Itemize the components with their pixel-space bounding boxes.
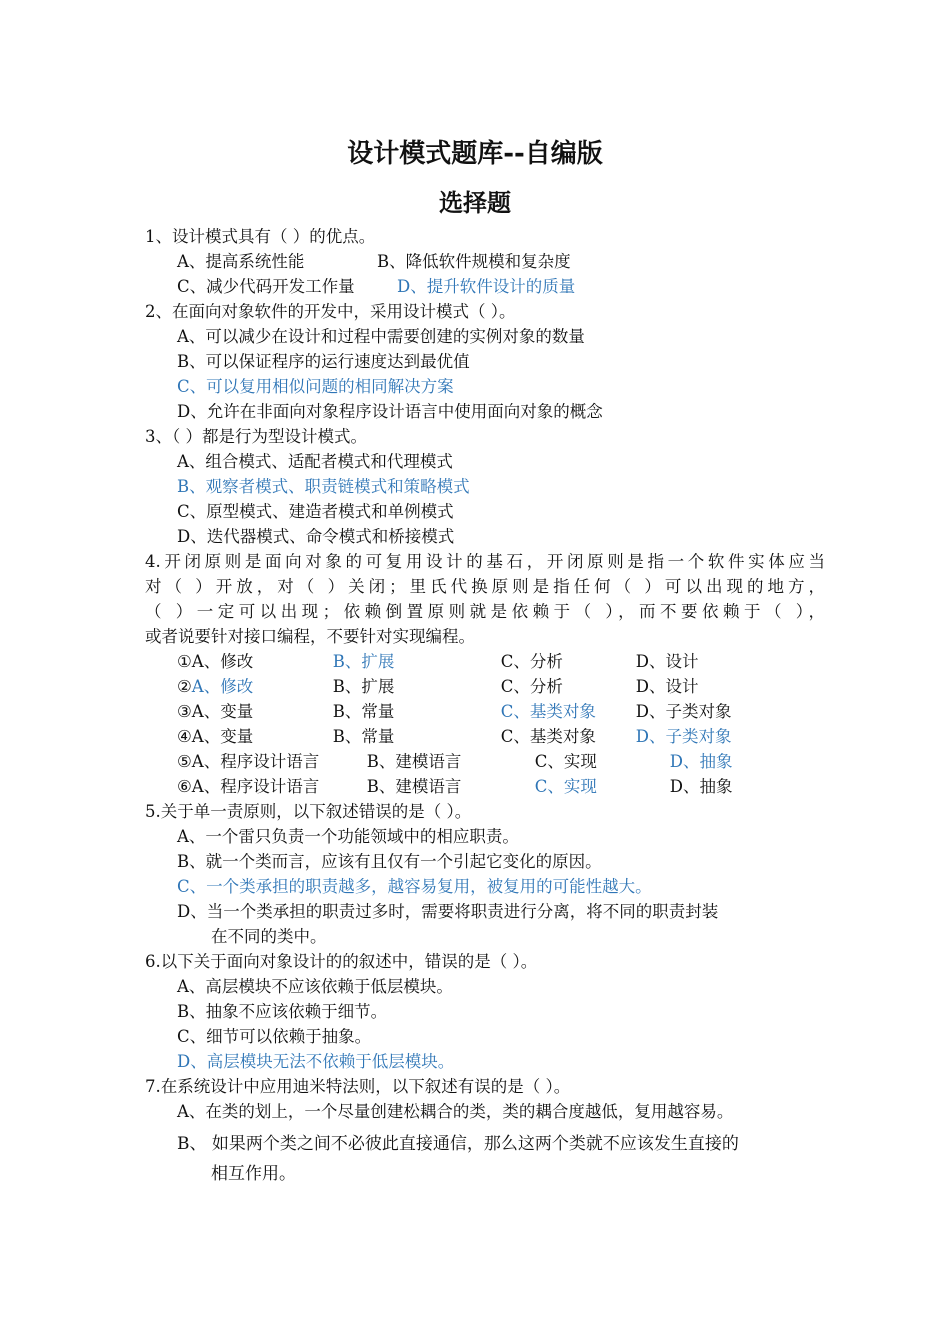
question-4-stem-line3: （ ）一定可以出现；依赖倒置原则就是依赖于（ ），而不要依赖于（ ）， — [145, 602, 825, 621]
option-c-answer: C、基类对象 — [500, 702, 596, 721]
option-c: C、基类对象 — [500, 727, 596, 746]
section-title: 选择题 — [439, 189, 511, 217]
option-d-answer: D、抽象 — [669, 752, 733, 771]
option-c-answer: C、实现 — [534, 777, 597, 796]
option-d: D、设计 — [635, 677, 699, 696]
question-4-stem-line2: 对（ ）开放，对（ ）关闭；里氏代换原则是指任何（ ）可以出现的地方， — [145, 577, 825, 596]
option-a: A、程序设计语言 — [191, 777, 320, 796]
option-b: B、扩展 — [332, 677, 395, 696]
document-title: 设计模式题库--自编版 — [347, 139, 603, 169]
option-c: C、分析 — [500, 652, 563, 671]
option-d: D、迭代器模式、命令模式和桥接模式 — [177, 527, 455, 546]
option-b: B、建模语言 — [366, 777, 462, 796]
blank-number: ② — [177, 677, 192, 696]
option-a: A、程序设计语言 — [191, 752, 320, 771]
option-a: A、变量 — [191, 727, 254, 746]
question-2-stem: 2、在面向对象软件的开发中，采用设计模式（ ）。 — [145, 302, 516, 321]
question-4-stem-line1: 4.开闭原则是面向对象的可复用设计的基石，开闭原则是指一个软件实体应当 — [145, 552, 825, 571]
blank-number: ① — [177, 652, 192, 671]
question-4-option-row-2 — [145, 674, 825, 699]
question-1-stem: 1、设计模式具有（ ）的优点。 — [145, 227, 376, 246]
option-b-answer: B、扩展 — [332, 652, 395, 671]
blank-number: ⑥ — [177, 777, 192, 796]
option-a: A、可以减少在设计和过程中需要创建的实例对象的数量 — [177, 327, 585, 346]
option-b-continued: 相互作用。 — [211, 1164, 296, 1184]
option-b: B、常量 — [332, 702, 395, 721]
question-5-stem: 5.关于单一责原则，以下叙述错误的是（ ）。 — [145, 802, 472, 821]
option-a: A、修改 — [191, 652, 254, 671]
option-c: C、原型模式、建造者模式和单例模式 — [177, 502, 454, 521]
option-d-answer: D、高层模块无法不依赖于低层模块。 — [177, 1052, 455, 1071]
option-c-answer: C、一个类承担的职责越多，越容易复用，被复用的可能性越大。 — [177, 877, 652, 896]
option-c: C、减少代码开发工作量 — [177, 277, 355, 296]
option-a: A、组合模式、适配者模式和代理模式 — [177, 452, 453, 471]
option-c: C、分析 — [500, 677, 563, 696]
option-b-answer: B、观察者模式、职责链模式和策略模式 — [177, 477, 470, 496]
option-b: B、 如果两个类之间不必彼此直接通信，那么这两个类就不应该发生直接的 — [177, 1134, 739, 1154]
option-d: D、当一个类承担的职责过多时，需要将职责进行分离，将不同的职责封装 — [177, 902, 719, 921]
option-b: B、降低软件规模和复杂度 — [377, 252, 571, 271]
question-list — [145, 224, 825, 1189]
option-d: D、抽象 — [669, 777, 733, 796]
blank-number: ④ — [177, 727, 192, 746]
question-4-option-row-6 — [145, 774, 825, 799]
question-4-option-row-1 — [145, 649, 825, 674]
option-b: B、抽象不应该依赖于细节。 — [177, 1002, 388, 1021]
option-d: D、子类对象 — [635, 702, 732, 721]
question-4-option-row-5 — [145, 749, 825, 774]
option-d-answer: D、子类对象 — [635, 727, 732, 746]
option-a: A、变量 — [191, 702, 254, 721]
option-a: A、在类的划上，一个尽量创建松耦合的类，类的耦合度越低，复用越容易。 — [177, 1102, 734, 1121]
question-3-stem: 3、（ ）都是行为型设计模式。 — [145, 427, 367, 446]
option-c-answer: C、可以复用相似问题的相同解决方案 — [177, 377, 454, 396]
option-a: A、提高系统性能 — [177, 252, 305, 271]
option-c: C、细节可以依赖于抽象。 — [177, 1027, 372, 1046]
option-b: B、常量 — [332, 727, 395, 746]
option-d: D、设计 — [635, 652, 699, 671]
option-b: B、就一个类而言，应该有且仅有一个引起它变化的原因。 — [177, 852, 602, 871]
question-1-options-row2 — [145, 274, 825, 299]
option-b: B、可以保证程序的运行速度达到最优值 — [177, 352, 470, 371]
option-d-answer: D、提升软件设计的质量 — [397, 277, 576, 296]
option-a: A、一个雷只负责一个功能领域中的相应职责。 — [177, 827, 519, 846]
question-7-stem: 7.在系统设计中应用迪米特法则，以下叙述有误的是（ ）。 — [145, 1077, 571, 1096]
option-a-answer: A、修改 — [191, 677, 254, 696]
question-4-option-row-3 — [145, 699, 825, 724]
option-b: B、建模语言 — [366, 752, 462, 771]
question-4-option-row-4 — [145, 724, 825, 749]
blank-number: ③ — [177, 702, 192, 721]
option-c: C、实现 — [534, 752, 597, 771]
option-d: D、允许在非面向对象程序设计语言中使用面向对象的概念 — [177, 402, 603, 421]
blank-number: ⑤ — [177, 752, 192, 771]
option-d-continued: 在不同的类中。 — [211, 927, 327, 946]
question-6-stem: 6.以下关于面向对象设计的的叙述中，错误的是（ ）。 — [145, 952, 538, 971]
question-4-stem-line4: 或者说要针对接口编程，不要针对实现编程。 — [145, 627, 475, 646]
option-a: A、高层模块不应该依赖于低层模块。 — [177, 977, 453, 996]
question-1-options-row1 — [145, 249, 825, 274]
